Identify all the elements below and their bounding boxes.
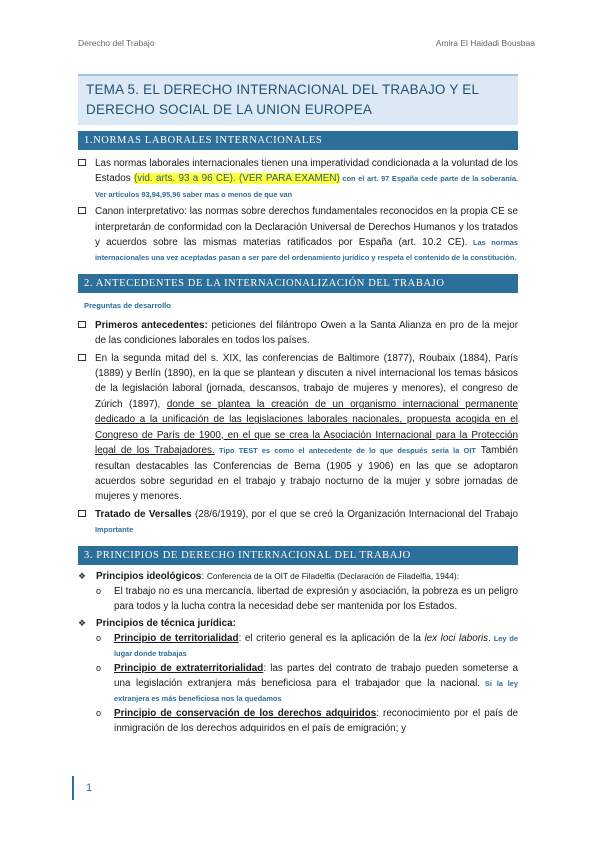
title-line-2: DERECHO SOCIAL DE LA UNION EUROPEA xyxy=(86,102,373,117)
circle-bullet-icon: o xyxy=(96,632,102,643)
list-item xyxy=(78,569,518,584)
document-body xyxy=(78,74,518,736)
item-bold: Principios ideológicos xyxy=(96,570,202,582)
annotation: Si la ley extranjera es más beneficiosa nos la quedamos xyxy=(114,678,518,703)
list-item xyxy=(78,351,518,505)
diamond-bullet-icon: ❖ xyxy=(78,570,87,581)
item-text: El trabajo no es una mercancía. libertad de expresión y asociación, la pobreza es un peligro para todos y la lucha contra la necesidad debe ser mantenida por los Estados. xyxy=(114,585,518,612)
item-text: Conferencia de la OIT de Filadelfia (Declaración de Filadelfia, 1944): xyxy=(206,570,459,581)
item-text: Las normas laborales internacionales tienen una imperatividad condicionada a la voluntad de los Estados xyxy=(95,158,518,185)
annotation: Tipo TEST es como el antecedente de lo que después sería la OIT xyxy=(214,446,476,456)
circle-bullet-icon: o xyxy=(96,662,102,673)
underlined-text: donde se plantea la creación de un organismo internacional permanente dedicado a la unificación de las legislaciones laborales nacionales, propuesta acogida en el Congreso de París de 1900, en el que se crea la Asociación Internacional para la Protección legal de los Trabajadores. xyxy=(95,398,518,457)
item-text: (28/6/1919), por el que se creó la Organización Internacional del Trabajo xyxy=(191,508,518,520)
item-text: También resultan destacables las Conferencias de Berna (1905 y 1906) en las que se adoptaron acuerdos sobre seguridad en el trabajo y trabajo nocturno de la mujer y sobre jornadas de mujeres y menores. xyxy=(95,445,519,503)
checkbox-bullet-icon xyxy=(78,510,86,517)
list-item xyxy=(78,507,518,538)
checkbox-bullet-icon xyxy=(78,321,86,328)
item-text: peticiones del filántropo Owen a la Santa Alianza en pro de la mejor de las condiciones laborales en todos los países. xyxy=(95,319,518,347)
circle-bullet-icon: o xyxy=(96,707,102,718)
checkbox-bullet-icon xyxy=(78,354,86,361)
list-item xyxy=(78,204,518,266)
item-text: . xyxy=(488,632,491,644)
item-text: : reconocimiento por el país de inmigración de los derechos adquiridos en el país de emigración; y xyxy=(114,707,518,734)
highlighted-text: (vid. arts. 93 a 96 CE). (VER PARA EXAMEN) xyxy=(134,173,340,185)
checkbox-bullet-icon xyxy=(78,207,86,214)
item-bold: Principio de extraterritorialidad xyxy=(114,662,264,674)
item-text: : las partes del contrato de trabajo pueden someterse a una legislación extranjera más beneficiosa para el trabajador que la nacional. xyxy=(114,662,518,689)
circle-bullet-icon: o xyxy=(96,585,102,596)
header-course: Derecho del Trabajo xyxy=(78,38,155,48)
list-item xyxy=(78,318,518,349)
item-text: Canon interpretativo: las normas sobre derechos fundamentales reconocidos en la propia CE se interpretarán de conformidad con la Declaración Universal de Derechos Humanos y los tratados y acuerdos sobre las mismas materias ratificados por España (art. 10.2 CE). xyxy=(95,206,518,249)
item-text: : xyxy=(201,570,207,582)
annotation: Importante xyxy=(95,525,134,535)
item-bold: Principio de conservación de los derechos adquiridos xyxy=(114,707,377,719)
section-1-heading: 1.NORMAS LABORALES INTERNACIONALES xyxy=(78,131,518,150)
header-author: Amira El Haidadi Bousbaa xyxy=(435,38,535,48)
diamond-bullet-icon: ❖ xyxy=(78,617,87,628)
item-italic: lex loci laboris xyxy=(424,632,489,644)
annotation: Ley de lugar donde trabajas xyxy=(114,633,518,658)
item-text: : el criterio general es la aplicación de la xyxy=(238,632,425,644)
page-number: 1 xyxy=(86,782,93,794)
document-title xyxy=(78,74,518,125)
annotation: con el art. 97 España cede parte de la soberanía. Ver artículos 93,94,95,96 saber mas o menos de que van xyxy=(95,174,518,199)
sub-list-item xyxy=(96,631,518,661)
checkbox-bullet-icon xyxy=(78,159,86,166)
section-2-subheading: Preguntas de desarrollo xyxy=(84,300,171,310)
sub-list-item xyxy=(96,584,518,614)
title-line-1: TEMA 5. EL DERECHO INTERNACIONAL DEL TRABAJO Y EL xyxy=(86,82,480,97)
section-3-heading: 3. PRINCIPIOS DE DERECHO INTERNACIONAL DEL TRABAJO xyxy=(78,546,518,565)
item-text: En la segunda mitad del s. XIX, las conferencias de Baltimore (1877), Roubaix (1884), París (1889) y Berlín (1890), en la que se plantean y discuten a nivel internacional los temas básicos de la legislación laboral (jornada, descansos, trabajo de mujeres y menores), el congreso de Zúrich (1897), xyxy=(95,352,518,410)
list-item xyxy=(78,616,518,631)
section-2-heading: 2. ANTECEDENTES DE LA INTERNACIONALIZACIÓN DEL TRABAJO xyxy=(78,274,518,293)
page-number-bar xyxy=(72,776,74,800)
item-bold: Principios de técnica jurídica: xyxy=(96,617,236,629)
list-item xyxy=(78,156,518,202)
sub-list-item xyxy=(96,706,518,736)
item-bold: Tratado de Versalles xyxy=(95,508,192,520)
item-bold: Principio de territorialidad xyxy=(114,632,239,644)
annotation: Las normas internacionales una vez aceptadas pasan a ser pare del ordenamiento jurídico y respeta el contenido de la constitución. xyxy=(95,238,518,263)
sub-list-item xyxy=(96,661,518,706)
item-bold: Primeros antecedentes: xyxy=(95,319,208,331)
page-header xyxy=(78,38,535,48)
